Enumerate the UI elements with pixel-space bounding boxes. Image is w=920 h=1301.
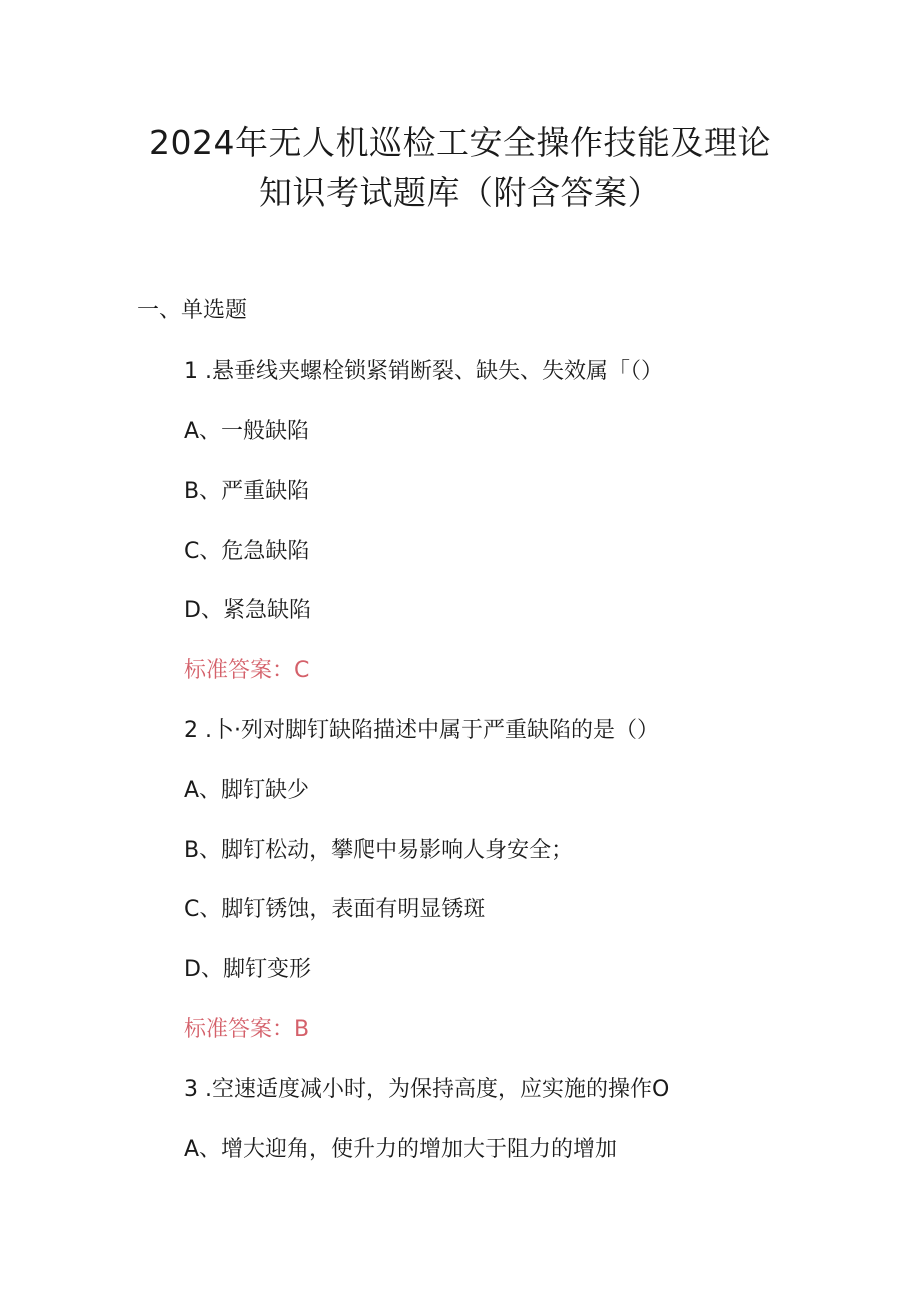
- section-heading: 一、单选题: [137, 298, 248, 323]
- question-1-answer: 标准答案：C: [184, 658, 310, 683]
- question-1-stem: 1 .悬垂线夹螺栓锁紧销断裂、缺失、失效属「（）: [184, 359, 663, 384]
- question-2-option-c: C、脚钉锈蚀，表面有明显锈斑: [184, 897, 486, 922]
- question-2-stem: 2 .卜·列对脚钉缺陷描述中属于严重缺陷的是（）: [184, 718, 659, 743]
- question-1-option-d: D、紧急缺陷: [184, 598, 311, 623]
- document-title: [0, 118, 920, 218]
- question-2-answer: 标准答案：B: [184, 1017, 310, 1042]
- question-3-option-a: A、增大迎角，使升力的增加大于阻力的增加: [184, 1137, 618, 1162]
- title-line-1: 2024年无人机巡检工安全操作技能及理论: [149, 123, 771, 162]
- question-1-option-a: A、一般缺陷: [184, 419, 310, 444]
- question-1-option-b: B、严重缺陷: [184, 479, 310, 504]
- question-1-option-c: C、危急缺陷: [184, 539, 310, 564]
- question-3-stem: 3 .空速适度减小时，为保持高度，应实施的操作O: [184, 1077, 670, 1102]
- question-2-option-d: D、脚钉变形: [184, 957, 311, 982]
- question-2-option-a: A、脚钉缺少: [184, 778, 310, 803]
- question-2-option-b: B、脚钉松动，攀爬中易影响人身安全；: [184, 838, 574, 863]
- title-line-2: 知识考试题库（附含答案）: [259, 173, 661, 212]
